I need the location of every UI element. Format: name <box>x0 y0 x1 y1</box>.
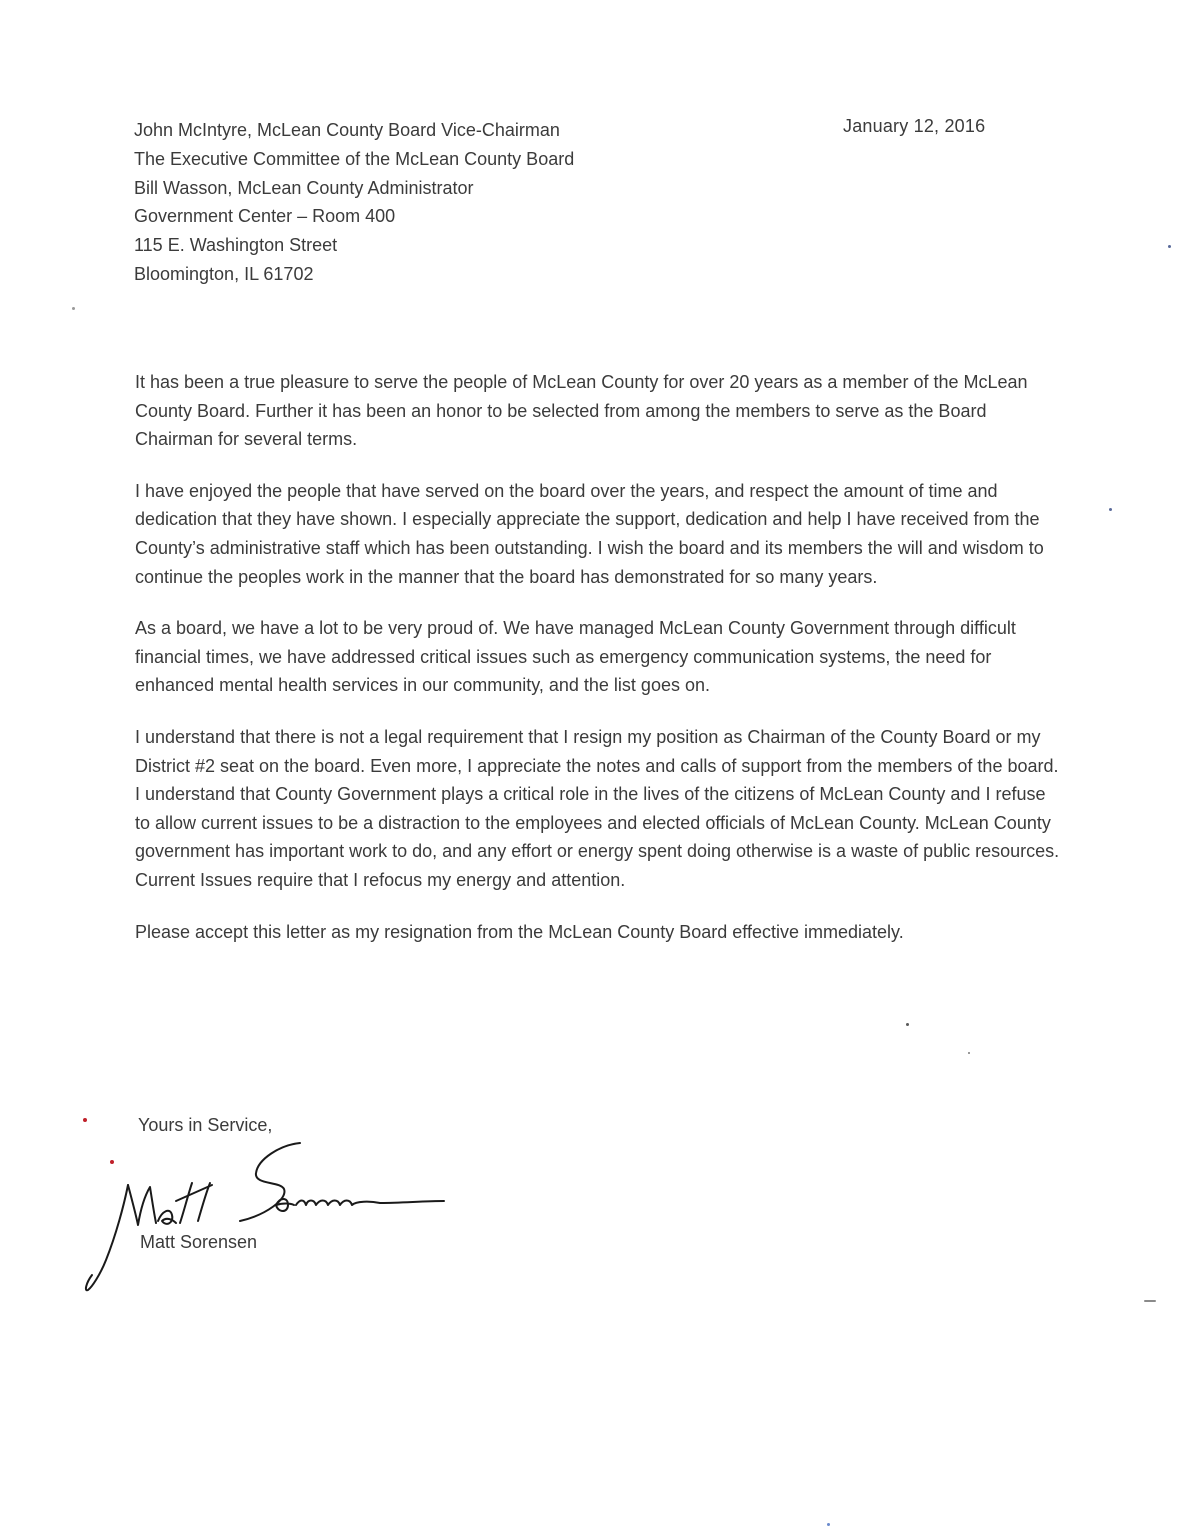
closing-line: Yours in Service, <box>138 1115 273 1135</box>
body-paragraph: As a board, we have a lot to be very proud of. We have managed McLean County Government through difficult financial times, we have addressed critical issues such as emergency communication systems, the need for enhanced mental health services in our community, and the list goes on. <box>135 618 1016 696</box>
scan-speck <box>72 307 75 310</box>
recipient-address-block <box>134 116 754 289</box>
scan-speck <box>1168 245 1171 248</box>
recipient-line: Bloomington, IL 61702 <box>134 263 314 284</box>
scan-speck <box>1144 1300 1156 1302</box>
recipient-line: The Executive Committee of the McLean County Board <box>134 148 575 169</box>
scan-speck <box>1109 508 1112 511</box>
recipient-line: 115 E. Washington Street <box>134 235 338 256</box>
recipient-line: John McIntyre, McLean County Board Vice-Chairman <box>134 120 560 140</box>
recipient-line: Government Center – Room 400 <box>134 206 396 227</box>
scan-speck <box>968 1052 970 1054</box>
scan-speck <box>906 1023 909 1026</box>
signer-name: Matt Sorensen <box>140 1232 258 1252</box>
recipient-line: Bill Wasson, McLean County Administrator <box>134 177 474 198</box>
letter-body <box>135 368 1065 969</box>
body-paragraph: I have enjoyed the people that have served on the board over the years, and respect the amount of time and dedication that they have shown. I especially appreciate the support, dedication and help I have received from the County’s administrative staff which has been outstanding. I wish the board and its members the will and wisdom to continue the peoples work in the manner that the board has demonstrated for so many years. <box>135 480 1044 587</box>
body-paragraph: I understand that there is not a legal requirement that I resign my position as Chairman of the County Board or my District #2 seat on the board. Even more, I appreciate the notes and calls of support from the members of the board. I understand that County Government plays a critical role in the lives of the citizens of McLean County and I refuse to allow current issues to be a distraction to the employees and elected officials of McLean County. McLean County government has important work to do, and any effort or energy spent doing otherwise is a waste of public resources. Current Issues require that I refocus my energy and attention. <box>135 726 1060 890</box>
letter-date: January 12, 2016 <box>843 116 986 136</box>
handwritten-signature <box>80 1125 460 1305</box>
scan-speck <box>110 1160 114 1164</box>
scan-speck <box>83 1118 87 1122</box>
body-paragraph: Please accept this letter as my resignation from the McLean County Board effective immediately. <box>135 921 904 942</box>
body-paragraph: It has been a true pleasure to serve the people of McLean County for over 20 years as a member of the McLean County Board. Further it has been an honor to be selected from among the members to serve as the Board Chairman for several terms. <box>135 372 1028 450</box>
scan-speck <box>827 1523 830 1526</box>
